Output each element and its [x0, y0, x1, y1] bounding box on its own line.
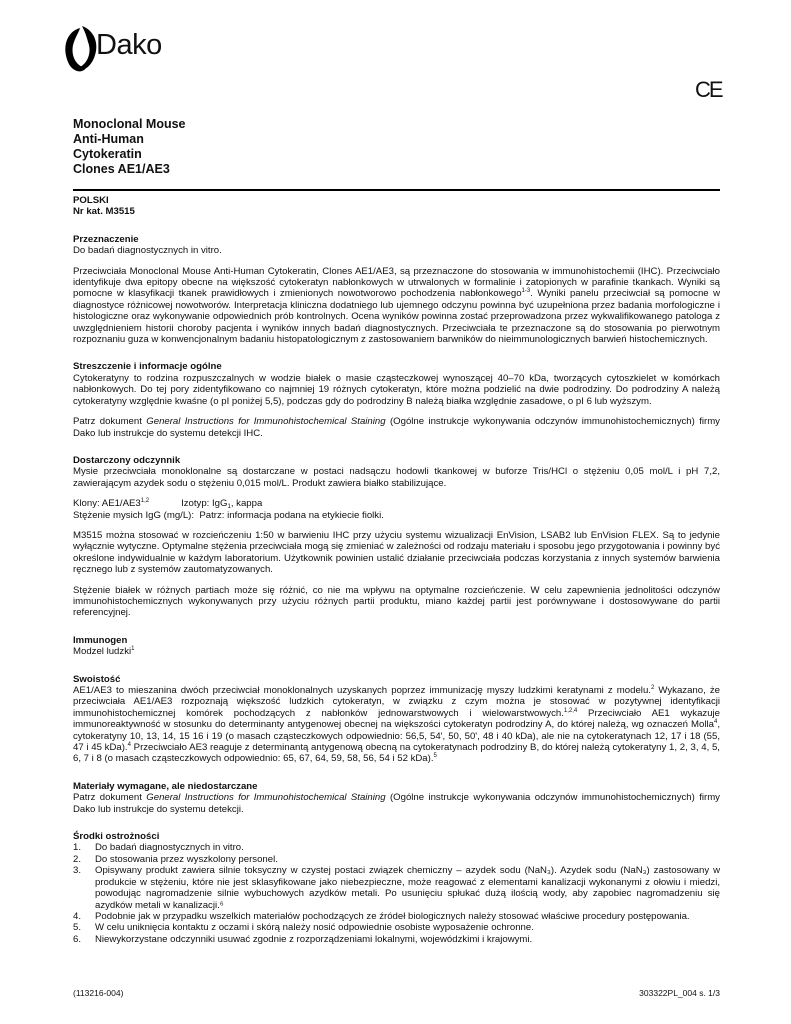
specificity-text: AE1/AE3 to mieszanina dwóch przeciwciał monoklonalnych uzyskanych poprzez immunizację myszy ludzkimi keratynami z modelu.$^2$ Wykazano, że przeciwciała AE1/AE3 rozpoznają większość ludzkich cytokeratyn, w związku z czym można je stosować w pozytywnej identyfikacji immunohistochemicznej komórek pochodzących z nabłonków jednowarstwowych i wielowarstwowych.$^{1,2,4}$ Przeciwciało AE1 wykazuje immunoreaktywność w stosunku do determinanty antygenowej obecnej na większości cytokeratyn podrodziny A, do której należą, wg oznaczeń Molla$^4$, cytokeratyny 10, 13, 14, 15 16 i 19 (o masach cząsteczkowych odpowiednio: 56,5, 54', 50, 50', 48 i 40 kDa), ale nie na cytokeratynach 12, 17 i 18 (55, 47 i 45 kDa).$^4$ Przeciwciało AE3 reaguje z determinantą antygenową obecną na cytokeratynach podrodziny B, do której należą cytokeratyny 1, 2, 3, 4, 5, 6, 7 i 8 (o masach cząsteczkowych odpowiednio: 65, 67, 64, 59, 58, 56, 54 i 52 kDa).$^5$	[73, 685, 721, 765]
title-divider	[73, 189, 720, 191]
catalog-number: Nr kat. M3515	[73, 206, 135, 218]
list-item: 5. W celu uniknięcia kontaktu z oczami i skórą należy nosić odpowiednie osobiste wyposażenie ochronne.	[73, 922, 534, 934]
purpose-heading: Przeznaczenie	[73, 233, 139, 245]
purpose-text: Do badań diagnostycznych in vitro.	[73, 245, 222, 257]
precautions-list	[73, 842, 720, 945]
product-title: Monoclonal Mouse Anti-Human Cytokeratin Clones AE1/AE3	[73, 117, 186, 176]
list-item: 2. Do stosowania przez wyszkolony personel.	[73, 853, 278, 865]
list-item: 1. Do badań diagnostycznych in vitro.	[73, 842, 244, 854]
summary-text: Cytokeratyny to rodzina rozpuszczalnych w wodzie białek o masie cząsteczkowej wynoszącej 40–70 kDa, tworzących cytoszkielet w komórkach nabłonkowych. Do tej pory zidentyfikowano co najmniej 19 różnych cytokeratyn, które można podzielić na dwie podrodziny. Do podrodziny A należą cytokeratyny względnie kwaśne (o pI poniżej 5,5), podczas gdy do podrodziny B należą białka względnie zasadowe, o pI 6 lub wyższym.	[73, 372, 720, 407]
language-label: POLSKI	[73, 195, 109, 206]
summary-heading: Streszczenie i informacje ogólne	[73, 361, 222, 373]
general-instructions-text: Patrz dokument General Instructions for Immunohistochemical Staining (Ogólne instrukcje wykonywania odczynów immunohistochemicznych) firmy Dako lub instrukcje do systemu detekcji IHC.	[73, 416, 720, 439]
concentration-line: Stężenie mysich IgG (mg/L): Patrz: informacja podana na etykiecie fiolki.	[73, 509, 384, 521]
usage-text: M3515 można stosować w rozcieńczeniu 1:50 w barwieniu IHC przy użyciu systemu wizualizacji EnVision, LSAB2 lub EnVision FLEX. Są to jedynie wyłącznie wytyczne. Optymalne stężenia przeciwciała mogą się zmieniać w zależności od rodzaju materiału i sposobu jego przygotowania i powinny być określone indywidualnie w każdym laboratorium. Użytkownik powinien ustalić działanie przeciwciała podczas korzystania z innych systemów barwienia ręcznego lub z systemów zautomatyzowanych.	[73, 529, 720, 576]
ce-mark: CE	[695, 77, 722, 102]
list-item: 4. Podobnie jak w przypadku wszelkich materiałów pochodzących ze źródeł biologicznych należy stosować właściwe procedury postępowania.	[73, 910, 690, 922]
list-item: 6. Niewykorzystane odczynniki usuwać zgodnie z rozporządzeniami lokalnymi, wojewódzkimi i krajowymi.	[73, 933, 533, 945]
materials-heading: Materiały wymagane, ale niedostarczane	[73, 780, 258, 792]
clones-line: Klony: AE1/AE3$^{1,2}$ Izotyp: IgG$_1$, kappa	[73, 498, 263, 511]
footer-page-number: 303322PL_004 s. 1/3	[639, 988, 720, 998]
page-footer	[73, 988, 720, 999]
reagent-heading: Dostarczony odczynnik	[73, 454, 181, 466]
materials-text: Patrz dokument General Instructions for Immunohistochemical Staining (Ogólne instrukcje wykonywania odczynów immunohistochemicznych) firmy Dako lub instrukcje do systemu detekcji.	[73, 792, 720, 815]
footer-doc-code: (113216-004)	[73, 988, 124, 998]
purpose-paragraph: Przeciwciała Monoclonal Mouse Anti-Human Cytokeratin, Clones AE1/AE3, są przeznaczone do stosowania w immunohistochemii (IHC). Przeciwciało identyfikuje dwa epitopy obecne na większość cytokeratyn nabłonkowych w utrwalonych w formalinie i zatopionych w parafinie tkankach. Wyniki są pomocne w klasyfikacji tkanek prawidłowych i zmienionych nowotworowo pochodzenia nabłonkowego$^{1-3}$. Wyniki panelu przeciwciał są pomocne w diagnostyce różnicowej nowotworów. Interpretacja kliniczna dodatniego lub ujemnego odczynu powinna być uzupełniona przez badania morfologiczne i histologiczne oraz wykonywanie odpowiednich prób kontrolnych. Ocena wyników powinna zostać przeprowadzona przez wykwalifikowanego patologa z uwzględnieniem historii choroby pacjenta i wyników innych badań diagnostycznych. Przeciwciała te przeznaczone są do stosowania po pierwotnym rozpoznaniu guza w konwencjonalnym badaniu histopatologicznym z zastosowaniem barwników do nieimmunologicznych barwień histochemicznych.	[73, 265, 720, 346]
brand-name: Dako	[96, 29, 162, 61]
lot-variation-text: Stężenie białek w różnych partiach może się różnić, co nie ma wpływu na optymalne rozcieńczenie. W celu zapewnienia jednolitości odczynów immunohistochemicznych wykonywanych przy użyciu różnych partii produktu, miano każdej partii jest porównywane i dostosowywane do partii referencyjnej.	[73, 584, 720, 619]
precautions-heading: Środki ostrożności	[73, 831, 160, 843]
immunogen-heading: Immunogen	[73, 634, 128, 646]
specificity-heading: Swoistość	[73, 673, 121, 685]
list-item: 3. Opisywany produkt zawiera silnie toksyczny w czystej postaci związek chemiczny – azydek sodu (NaN₃). Azydek sodu (NaN₃) zastosowany w produkcie w stężeniu, które nie jest sklasyfikowane jako niebezpieczne, może reagować z elementami kanalizacji wykonanymi z ołowiu i miedzi, powodując nagromadzenie silnie wybuchowych azydków metali. Po usunięciu spłukać dużą ilością wody, aby zapobiec nagromadzeniu się azydków metali w kanalizacji.⁶	[73, 865, 720, 911]
immunogen-text: Modzel ludzki$^1$	[73, 646, 135, 658]
document-body	[73, 195, 720, 945]
reagent-text: Mysie przeciwciała monoklonalne są dostarczane w postaci nadsączu hodowli tkankowej w buforze Tris/HCl o stężeniu 0,05 mol/L i pH 7,2, zawierającym azydek sodu o stężeniu 0,015 mol/L. Produkt zawiera białko stabilizujące.	[73, 466, 720, 489]
